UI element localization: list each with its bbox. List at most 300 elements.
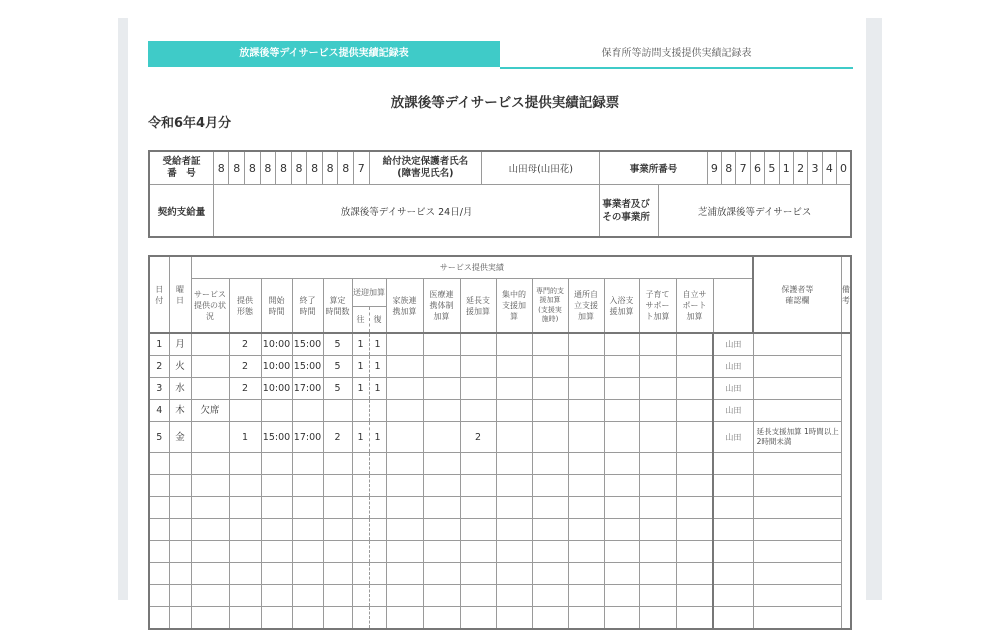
independence-cell[interactable] [568, 356, 604, 378]
guardian-confirm-stamp[interactable] [713, 541, 753, 563]
transport-out-cell[interactable]: 1 [352, 356, 369, 378]
guardian-confirm-stamp[interactable] [713, 563, 753, 585]
end-time-cell[interactable] [292, 519, 323, 541]
status-cell[interactable] [191, 378, 229, 400]
hours-cell[interactable] [323, 585, 352, 607]
extension-cell[interactable] [460, 607, 496, 630]
day-cell[interactable]: 1 [149, 333, 169, 356]
status-cell[interactable] [191, 607, 229, 630]
medical-cell[interactable] [423, 475, 460, 497]
start-time-cell[interactable] [261, 400, 292, 422]
transport-back-cell[interactable] [369, 541, 386, 563]
form-cell[interactable] [229, 607, 261, 630]
contract-amount-value: 放課後等デイサービス 24日/月 [213, 185, 599, 238]
transport-out-cell[interactable] [352, 541, 369, 563]
cert-digit: 8 [307, 151, 323, 185]
status-cell[interactable]: 欠席 [191, 400, 229, 422]
col-status-header: サービス 提供の状 況 [191, 279, 229, 334]
transport-back-cell[interactable] [369, 563, 386, 585]
hours-cell[interactable]: 5 [323, 333, 352, 356]
specialist-cell[interactable] [532, 519, 568, 541]
family-cell[interactable] [386, 497, 423, 519]
medical-cell[interactable] [423, 378, 460, 400]
extension-cell[interactable] [460, 585, 496, 607]
independence-cell[interactable] [568, 475, 604, 497]
col-specialist-header: 専門的支 援加算 (支援実 施時) [532, 279, 568, 334]
family-cell[interactable] [386, 378, 423, 400]
start-time-cell[interactable]: 10:00 [261, 378, 292, 400]
form-cell[interactable] [229, 497, 261, 519]
remarks-cell[interactable] [753, 400, 841, 422]
transport-back-cell[interactable] [369, 453, 386, 475]
medical-cell[interactable] [423, 356, 460, 378]
childcare-cell[interactable] [639, 400, 676, 422]
independence-cell[interactable] [568, 333, 604, 356]
childcare-cell[interactable] [639, 333, 676, 356]
weekday-cell[interactable] [169, 475, 191, 497]
transport-back-cell[interactable] [369, 400, 386, 422]
childcare-cell[interactable] [639, 541, 676, 563]
table-row [149, 453, 851, 475]
col-intensive-header: 集中的 支援加 算 [496, 279, 532, 334]
transport-out-cell[interactable] [352, 475, 369, 497]
hours-cell[interactable] [323, 563, 352, 585]
table-row [149, 422, 851, 453]
end-time-cell[interactable] [292, 400, 323, 422]
independence-cell[interactable] [568, 497, 604, 519]
extension-cell[interactable] [460, 378, 496, 400]
self-support-cell[interactable] [676, 453, 713, 475]
transport-out-cell[interactable] [352, 497, 369, 519]
day-cell[interactable] [149, 563, 169, 585]
specialist-cell[interactable] [532, 563, 568, 585]
self-support-cell[interactable] [676, 519, 713, 541]
transport-back-cell[interactable]: 1 [369, 333, 386, 356]
certificate-number-label: 受給者証 番 号 [149, 151, 213, 185]
weekday-cell[interactable] [169, 497, 191, 519]
weekday-cell[interactable]: 木 [169, 400, 191, 422]
cert-digit: 8 [322, 151, 338, 185]
status-cell[interactable] [191, 585, 229, 607]
intensive-cell[interactable] [496, 378, 532, 400]
self-support-cell[interactable] [676, 333, 713, 356]
specialist-cell[interactable] [532, 497, 568, 519]
remarks-cell[interactable] [753, 541, 841, 563]
childcare-cell[interactable] [639, 453, 676, 475]
independence-cell[interactable] [568, 519, 604, 541]
cert-digit: 8 [260, 151, 276, 185]
hours-cell[interactable]: 5 [323, 356, 352, 378]
extension-cell[interactable]: 2 [460, 422, 496, 453]
form-cell[interactable] [229, 585, 261, 607]
bathing-cell[interactable] [604, 333, 639, 356]
bathing-cell[interactable] [604, 497, 639, 519]
transport-out-cell[interactable]: 1 [352, 422, 369, 453]
day-cell[interactable] [149, 519, 169, 541]
start-time-cell[interactable] [261, 585, 292, 607]
transport-out-cell[interactable] [352, 585, 369, 607]
weekday-cell[interactable] [169, 607, 191, 630]
start-time-cell[interactable] [261, 453, 292, 475]
status-cell[interactable] [191, 333, 229, 356]
specialist-cell[interactable] [532, 378, 568, 400]
remarks-cell[interactable] [753, 607, 841, 630]
transport-out-cell[interactable] [352, 400, 369, 422]
hours-cell[interactable] [323, 453, 352, 475]
guardian-name-value: 山田母(山田花) [482, 151, 600, 185]
transport-back-cell[interactable]: 1 [369, 356, 386, 378]
transport-out-cell[interactable] [352, 519, 369, 541]
remarks-cell[interactable] [753, 453, 841, 475]
weekday-cell[interactable] [169, 585, 191, 607]
hours-cell[interactable] [323, 400, 352, 422]
transport-back-cell[interactable] [369, 607, 386, 630]
independence-cell[interactable] [568, 607, 604, 630]
tab-nursery-visit-support[interactable]: 保育所等訪問支援提供実績記録表 [500, 41, 853, 69]
status-cell[interactable] [191, 519, 229, 541]
period-label: 令和6年4月分 [148, 116, 232, 131]
childcare-cell[interactable] [639, 475, 676, 497]
guardian-name-label: 給付決定保護者氏名 (障害児氏名) [369, 151, 482, 185]
medical-cell[interactable] [423, 607, 460, 630]
day-cell[interactable]: 3 [149, 378, 169, 400]
office-digit: 6 [750, 151, 764, 185]
childcare-cell[interactable] [639, 607, 676, 630]
self-support-cell[interactable] [676, 400, 713, 422]
family-cell[interactable] [386, 356, 423, 378]
family-cell[interactable] [386, 400, 423, 422]
col-family-header: 家族連 携加算 [386, 279, 423, 334]
col-form-header: 提供 形態 [229, 279, 261, 334]
end-time-cell[interactable]: 17:00 [292, 422, 323, 453]
independence-cell[interactable] [568, 378, 604, 400]
cert-digit: 8 [229, 151, 245, 185]
status-cell[interactable] [191, 356, 229, 378]
day-cell[interactable]: 5 [149, 422, 169, 453]
weekday-cell[interactable]: 月 [169, 333, 191, 356]
day-cell[interactable] [149, 585, 169, 607]
family-cell[interactable] [386, 422, 423, 453]
self-support-cell[interactable] [676, 378, 713, 400]
bathing-cell[interactable] [604, 378, 639, 400]
col-weekday-header: 曜 日 [169, 256, 191, 333]
weekday-cell[interactable] [169, 563, 191, 585]
self-support-cell[interactable] [676, 475, 713, 497]
guardian-confirm-stamp[interactable]: 山田 [713, 422, 753, 453]
cert-digit: 8 [338, 151, 354, 185]
remarks-cell[interactable] [753, 475, 841, 497]
remarks-cell[interactable] [753, 497, 841, 519]
day-cell[interactable] [149, 541, 169, 563]
day-cell[interactable] [149, 497, 169, 519]
hours-cell[interactable] [323, 541, 352, 563]
independence-cell[interactable] [568, 453, 604, 475]
bathing-cell[interactable] [604, 475, 639, 497]
status-cell[interactable] [191, 563, 229, 585]
independence-cell[interactable] [568, 563, 604, 585]
col-end-header: 終了 時間 [292, 279, 323, 334]
guardian-confirm-stamp[interactable]: 山田 [713, 400, 753, 422]
end-time-cell[interactable] [292, 475, 323, 497]
medical-cell[interactable] [423, 541, 460, 563]
independence-cell[interactable] [568, 585, 604, 607]
remarks-cell[interactable] [753, 356, 841, 378]
remarks-cell[interactable] [753, 519, 841, 541]
transport-out-cell[interactable]: 1 [352, 333, 369, 356]
start-time-cell[interactable] [261, 475, 292, 497]
self-support-cell[interactable] [676, 541, 713, 563]
transport-out-cell[interactable] [352, 563, 369, 585]
family-cell[interactable] [386, 453, 423, 475]
family-cell[interactable] [386, 563, 423, 585]
end-time-cell[interactable] [292, 563, 323, 585]
form-cell[interactable] [229, 563, 261, 585]
weekday-cell[interactable] [169, 453, 191, 475]
start-time-cell[interactable] [261, 497, 292, 519]
remarks-cell[interactable] [753, 333, 841, 356]
day-cell[interactable] [149, 453, 169, 475]
extension-cell[interactable] [460, 356, 496, 378]
office-digit: 1 [779, 151, 793, 185]
weekday-cell[interactable]: 火 [169, 356, 191, 378]
status-cell[interactable] [191, 453, 229, 475]
hours-cell[interactable] [323, 475, 352, 497]
day-cell[interactable]: 4 [149, 400, 169, 422]
transport-back-cell[interactable] [369, 497, 386, 519]
childcare-cell[interactable] [639, 378, 676, 400]
guardian-confirm-stamp[interactable] [713, 585, 753, 607]
extension-cell[interactable] [460, 400, 496, 422]
end-time-cell[interactable] [292, 607, 323, 630]
cert-digit: 7 [353, 151, 369, 185]
guardian-confirm-stamp[interactable]: 山田 [713, 356, 753, 378]
specialist-cell[interactable] [532, 585, 568, 607]
start-time-cell[interactable]: 10:00 [261, 333, 292, 356]
intensive-cell[interactable] [496, 356, 532, 378]
form-cell[interactable]: 1 [229, 422, 261, 453]
extension-cell[interactable] [460, 519, 496, 541]
end-time-cell[interactable]: 15:00 [292, 333, 323, 356]
transport-back-cell[interactable]: 1 [369, 422, 386, 453]
transport-back-cell[interactable] [369, 519, 386, 541]
extension-cell[interactable] [460, 475, 496, 497]
end-time-cell[interactable] [292, 585, 323, 607]
intensive-cell[interactable] [496, 333, 532, 356]
remarks-cell[interactable] [753, 378, 841, 400]
table-row [149, 607, 851, 630]
start-time-cell[interactable]: 15:00 [261, 422, 292, 453]
status-cell[interactable] [191, 541, 229, 563]
document-title: 放課後等デイサービス提供実績記録票 [390, 95, 620, 111]
contract-amount-label: 契約支給量 [149, 185, 213, 238]
form-cell[interactable] [229, 400, 261, 422]
bathing-cell[interactable] [604, 356, 639, 378]
status-cell[interactable] [191, 475, 229, 497]
office-digit: 9 [707, 151, 721, 185]
weekday-cell[interactable] [169, 519, 191, 541]
intensive-cell[interactable] [496, 422, 532, 453]
independence-cell[interactable] [568, 400, 604, 422]
hours-cell[interactable] [323, 519, 352, 541]
end-time-cell[interactable] [292, 497, 323, 519]
remarks-cell[interactable] [753, 563, 841, 585]
intensive-cell[interactable] [496, 453, 532, 475]
bathing-cell[interactable] [604, 607, 639, 630]
medical-cell[interactable] [423, 333, 460, 356]
hours-cell[interactable] [323, 497, 352, 519]
weekday-cell[interactable] [169, 541, 191, 563]
transport-out-cell[interactable] [352, 607, 369, 630]
medical-cell[interactable] [423, 497, 460, 519]
transport-out-cell[interactable]: 1 [352, 378, 369, 400]
office-digit: 3 [808, 151, 822, 185]
specialist-cell[interactable] [532, 422, 568, 453]
remarks-cell[interactable]: 延長支援加算 1時間以上2時間未満 [753, 422, 841, 453]
intensive-cell[interactable] [496, 607, 532, 630]
table-row [149, 356, 851, 378]
childcare-cell[interactable] [639, 585, 676, 607]
hours-cell[interactable] [323, 607, 352, 630]
intensive-cell[interactable] [496, 475, 532, 497]
specialist-cell[interactable] [532, 453, 568, 475]
table-row [149, 333, 851, 356]
col-self-support-header: 自立サ ポート 加算 [676, 279, 713, 334]
bathing-cell[interactable] [604, 422, 639, 453]
specialist-cell[interactable] [532, 541, 568, 563]
guardian-confirm-stamp[interactable] [713, 475, 753, 497]
intensive-cell[interactable] [496, 400, 532, 422]
family-cell[interactable] [386, 519, 423, 541]
intensive-cell[interactable] [496, 585, 532, 607]
medical-cell[interactable] [423, 585, 460, 607]
self-support-cell[interactable] [676, 607, 713, 630]
specialist-cell[interactable] [532, 475, 568, 497]
form-cell[interactable]: 2 [229, 333, 261, 356]
table-row [149, 585, 851, 607]
childcare-cell[interactable] [639, 497, 676, 519]
form-cell[interactable] [229, 519, 261, 541]
bathing-cell[interactable] [604, 453, 639, 475]
guardian-confirm-stamp[interactable] [713, 519, 753, 541]
extension-cell[interactable] [460, 563, 496, 585]
specialist-cell[interactable] [532, 400, 568, 422]
weekday-cell[interactable]: 金 [169, 422, 191, 453]
col-hours-header: 算定 時間数 [323, 279, 352, 334]
guardian-confirm-stamp[interactable] [713, 607, 753, 630]
office-digit: 0 [837, 151, 851, 185]
office-number-label: 事業所番号 [600, 151, 707, 185]
intensive-cell[interactable] [496, 497, 532, 519]
day-cell[interactable] [149, 475, 169, 497]
end-time-cell[interactable] [292, 453, 323, 475]
end-time-cell[interactable]: 15:00 [292, 356, 323, 378]
bathing-cell[interactable] [604, 400, 639, 422]
bathing-cell[interactable] [604, 563, 639, 585]
recipient-header-table [148, 150, 852, 238]
specialist-cell[interactable] [532, 607, 568, 630]
medical-cell[interactable] [423, 453, 460, 475]
intensive-cell[interactable] [496, 541, 532, 563]
start-time-cell[interactable] [261, 541, 292, 563]
family-cell[interactable] [386, 541, 423, 563]
intensive-cell[interactable] [496, 563, 532, 585]
status-cell[interactable] [191, 422, 229, 453]
start-time-cell[interactable] [261, 519, 292, 541]
extension-cell[interactable] [460, 453, 496, 475]
specialist-cell[interactable] [532, 356, 568, 378]
medical-cell[interactable] [423, 519, 460, 541]
guardian-confirm-stamp[interactable]: 山田 [713, 333, 753, 356]
extension-cell[interactable] [460, 333, 496, 356]
guardian-confirm-stamp[interactable] [713, 497, 753, 519]
weekday-cell[interactable]: 水 [169, 378, 191, 400]
childcare-cell[interactable] [639, 422, 676, 453]
intensive-cell[interactable] [496, 519, 532, 541]
bathing-cell[interactable] [604, 541, 639, 563]
form-cell[interactable]: 2 [229, 356, 261, 378]
family-cell[interactable] [386, 475, 423, 497]
col-start-header: 開始 時間 [261, 279, 292, 334]
specialist-cell[interactable] [532, 333, 568, 356]
self-support-cell[interactable] [676, 563, 713, 585]
cert-digit: 8 [291, 151, 307, 185]
childcare-cell[interactable] [639, 356, 676, 378]
self-support-cell[interactable] [676, 422, 713, 453]
remarks-cell[interactable] [753, 585, 841, 607]
guardian-confirm-stamp[interactable]: 山田 [713, 378, 753, 400]
bathing-cell[interactable] [604, 519, 639, 541]
hours-cell[interactable]: 5 [323, 378, 352, 400]
self-support-cell[interactable] [676, 356, 713, 378]
tab-after-school-day-service[interactable]: 放課後等デイサービス提供実績記録表 [148, 41, 500, 67]
day-cell[interactable]: 2 [149, 356, 169, 378]
childcare-cell[interactable] [639, 519, 676, 541]
cert-digit: 8 [276, 151, 292, 185]
status-cell[interactable] [191, 497, 229, 519]
form-cell[interactable]: 2 [229, 378, 261, 400]
transport-back-cell[interactable] [369, 475, 386, 497]
self-support-cell[interactable] [676, 585, 713, 607]
bathing-cell[interactable] [604, 585, 639, 607]
form-cell[interactable] [229, 541, 261, 563]
transport-back-cell[interactable] [369, 585, 386, 607]
medical-cell[interactable] [423, 400, 460, 422]
independence-cell[interactable] [568, 422, 604, 453]
family-cell[interactable] [386, 333, 423, 356]
medical-cell[interactable] [423, 563, 460, 585]
family-cell[interactable] [386, 585, 423, 607]
start-time-cell[interactable]: 10:00 [261, 356, 292, 378]
guardian-confirm-stamp[interactable] [713, 453, 753, 475]
form-cell[interactable] [229, 453, 261, 475]
hours-cell[interactable]: 2 [323, 422, 352, 453]
extension-cell[interactable] [460, 497, 496, 519]
end-time-cell[interactable]: 17:00 [292, 378, 323, 400]
transport-out-cell[interactable] [352, 453, 369, 475]
form-cell[interactable] [229, 475, 261, 497]
family-cell[interactable] [386, 607, 423, 630]
childcare-cell[interactable] [639, 563, 676, 585]
end-time-cell[interactable] [292, 541, 323, 563]
start-time-cell[interactable] [261, 563, 292, 585]
medical-cell[interactable] [423, 422, 460, 453]
transport-back-cell[interactable]: 1 [369, 378, 386, 400]
start-time-cell[interactable] [261, 607, 292, 630]
extension-cell[interactable] [460, 541, 496, 563]
self-support-cell[interactable] [676, 497, 713, 519]
day-cell[interactable] [149, 607, 169, 630]
independence-cell[interactable] [568, 541, 604, 563]
